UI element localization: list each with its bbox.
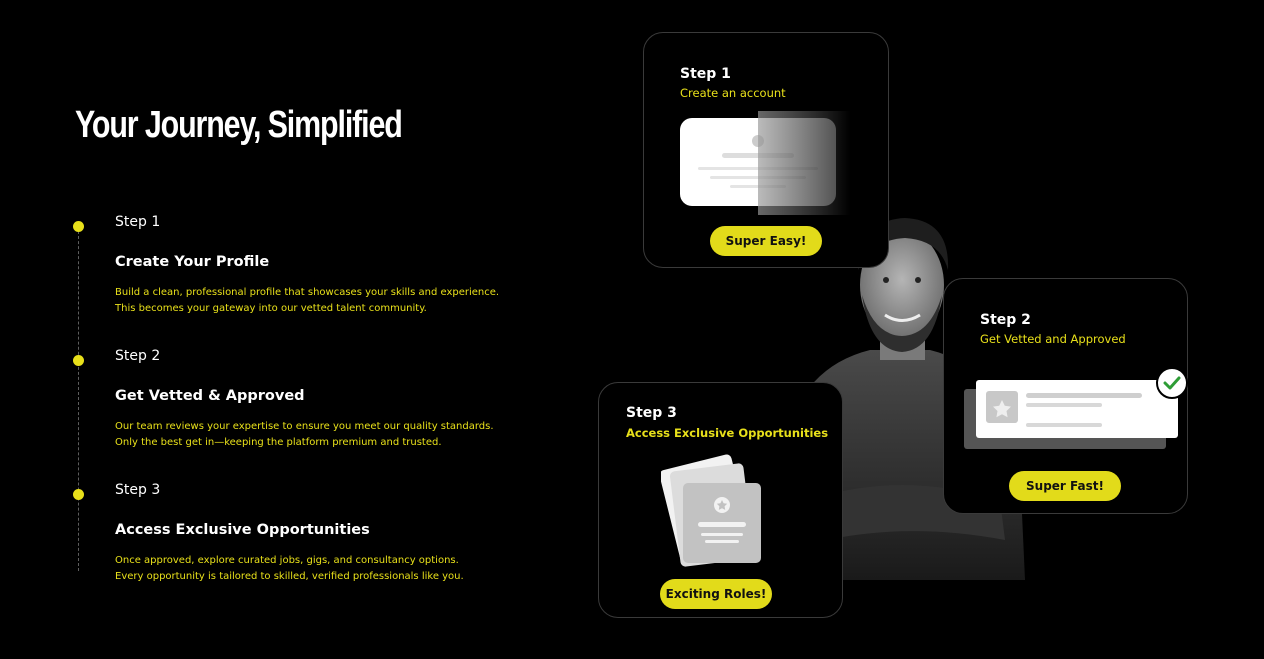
- card-subtitle: Access Exclusive Opportunities: [626, 426, 829, 440]
- step-card-1: [643, 32, 889, 268]
- step-heading: Get Vetted & Approved: [115, 388, 305, 404]
- step-heading: Create Your Profile: [115, 254, 270, 270]
- card-step-label: Step 3: [626, 405, 677, 421]
- timeline-dot-3: [73, 489, 84, 500]
- account-form-illustration: [680, 111, 855, 215]
- vetting-illustration: [964, 367, 1189, 457]
- timeline-step-3: [115, 482, 575, 584]
- super-easy-button[interactable]: Super Easy!: [710, 226, 822, 256]
- timeline-dot-2: [73, 355, 84, 366]
- step-label: Step 3: [115, 482, 161, 498]
- timeline-dot-1: [73, 221, 84, 232]
- step-heading: Access Exclusive Opportunities: [115, 522, 370, 538]
- super-fast-button[interactable]: Super Fast!: [1009, 471, 1121, 501]
- step-card-2: [943, 278, 1188, 514]
- card-step-label: Step 1: [680, 66, 731, 82]
- step-description: Build a clean, professional profile that showcases your skills and experience. This becomes your gateway into our vetted talent community.: [115, 287, 500, 314]
- timeline-step-1: [115, 214, 575, 316]
- timeline-step-2: [115, 348, 575, 450]
- step-description: Once approved, explore curated jobs, gigs, and consultancy options. Every opportunity is tailored to skilled, verified professionals like you.: [115, 555, 464, 582]
- page-title: Your Journey, Simplified: [75, 104, 402, 146]
- opportunity-cards-illustration: [661, 453, 771, 568]
- exciting-roles-button[interactable]: Exciting Roles!: [660, 579, 772, 609]
- step-label: Step 2: [115, 348, 161, 364]
- timeline-line: [78, 226, 79, 571]
- card-step-label: Step 2: [980, 312, 1031, 328]
- card-subtitle: Get Vetted and Approved: [980, 332, 1126, 346]
- step-description: Our team reviews your expertise to ensure you meet our quality standards. Only the best get in—keeping the platform premium and trusted.: [115, 421, 494, 448]
- card-subtitle: Create an account: [680, 86, 786, 100]
- step-label: Step 1: [115, 214, 161, 230]
- step-card-3: [598, 382, 843, 618]
